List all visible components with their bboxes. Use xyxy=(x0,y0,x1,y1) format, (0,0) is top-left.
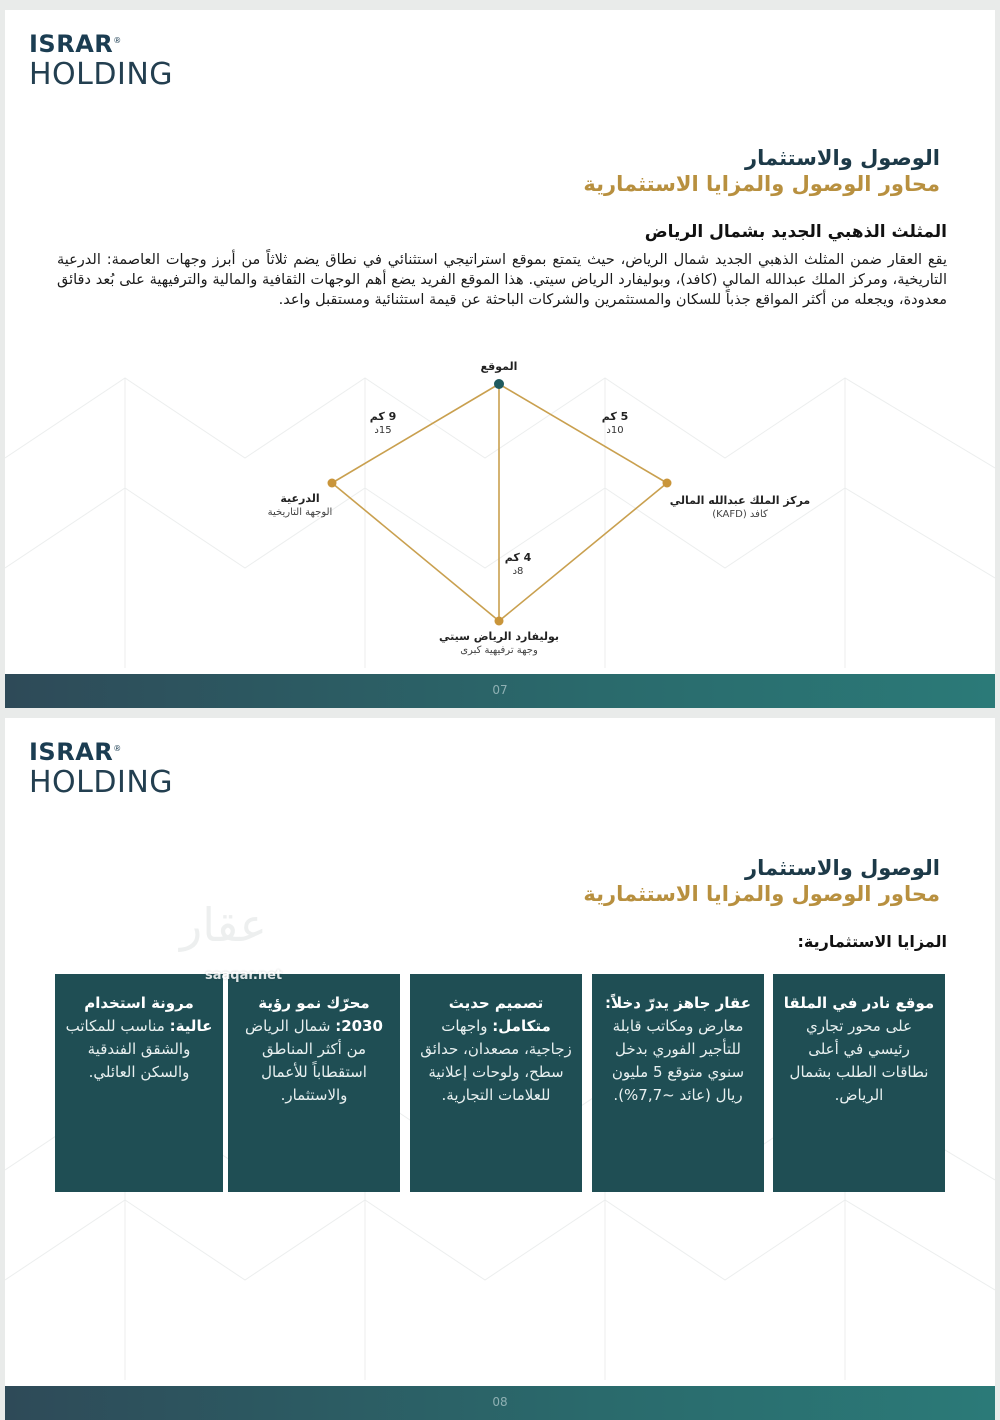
page-title: الوصول والاستثمار xyxy=(745,146,940,170)
node-label-site xyxy=(469,360,529,373)
body-paragraph: يقع العقار ضمن المثلث الذهبي الجديد شمال الرياض، حيث يتمتع بموقع استراتيجي استثنائي في نطاق يضم ثلاثاً من أبرز وجهات العاصمة: الدرعية التاريخية، ومركز الملك عبدالله المالي (كافد)، وبوليفارد الرياض سيتي. هذا الموقع الفريد يضع أهم الوجهات الثقافية والمالية والترفيهية على بُعد دقائق معدودة، ويجعله من أكثر المواقع جذباً للسكان والمستثمرين والشركات الباحثة عن قيمة استثنائية ومستقبل واعد. xyxy=(57,252,947,308)
company-logo xyxy=(29,740,173,798)
node-dot-boulevard xyxy=(495,617,504,626)
edge-time: 15د xyxy=(374,425,392,436)
benefit-card-4 xyxy=(228,974,400,1192)
card-text: شمال الرياض من أكثر المناطق استقطاباً للأعمال والاستثمار. xyxy=(245,1017,367,1104)
page-subtitle: محاور الوصول والمزايا الاستثمارية xyxy=(583,172,940,196)
registered-mark: ® xyxy=(113,744,122,753)
watermark-text: saaqar.net xyxy=(205,968,283,983)
benefit-card-2 xyxy=(592,974,764,1192)
benefits-cards xyxy=(55,974,945,1192)
edge-line-diriyah-boulevard xyxy=(332,483,499,621)
card-heading: موقع نادر في الملقا xyxy=(783,994,935,1012)
edge-distance: 9 كم xyxy=(369,410,397,423)
edge-distance: 5 كم xyxy=(601,410,629,423)
card-heading: محرّك نمو رؤية 2030: xyxy=(258,994,383,1035)
logo-text-holding: HOLDING xyxy=(29,57,174,92)
edge-label-site-boulevard xyxy=(490,551,546,577)
page-title-block xyxy=(583,856,940,906)
page-number: 07 xyxy=(492,683,508,697)
edge-label-site-kafd xyxy=(587,410,643,436)
watermark-logo-arabic: عقار xyxy=(180,898,267,952)
card-text: على محور تجاري رئيسي في أعلى نطاقات الطلب بشمال الرياض. xyxy=(789,1017,929,1104)
company-logo xyxy=(29,32,173,90)
node-sub-boulevard: وجهة ترفيهية كبرى xyxy=(460,645,538,656)
node-label-diriyah xyxy=(245,492,355,518)
card-text: واجهات زجاجية، مصعدان، حدائق سطح، ولوحات إعلانية للعلامات التجارية. xyxy=(420,1017,572,1104)
benefit-card-1 xyxy=(773,974,945,1192)
node-name-kafd: مركز الملك عبدالله المالي xyxy=(669,494,811,507)
node-dot-kafd xyxy=(663,479,672,488)
node-name-boulevard: بوليفارد الرياض سيتي xyxy=(438,630,560,643)
node-dot-diriyah xyxy=(328,479,337,488)
node-name-site: الموقع xyxy=(480,360,518,373)
card-heading: مرونة استخدام عالية: xyxy=(84,994,213,1035)
node-label-kafd xyxy=(655,494,825,520)
logo-text-israr: ISRAR xyxy=(29,738,114,766)
card-heading: تصميم حديث متكامل: xyxy=(448,994,551,1035)
section-heading: المثلث الذهبي الجديد بشمال الرياض xyxy=(644,222,947,242)
section-heading: المزايا الاستثمارية: xyxy=(797,932,947,951)
benefit-card-3 xyxy=(410,974,582,1192)
page-subtitle: محاور الوصول والمزايا الاستثمارية xyxy=(583,882,940,906)
logo-text-holding: HOLDING xyxy=(29,765,174,800)
edge-label-site-diriyah xyxy=(355,410,411,436)
benefit-card-5 xyxy=(55,974,223,1192)
node-name-diriyah: الدرعية xyxy=(280,492,320,505)
page-footer-bar xyxy=(5,674,995,708)
node-sub-diriyah: الوجهة التاريخية xyxy=(267,507,333,518)
registered-mark: ® xyxy=(113,36,122,45)
page-number: 08 xyxy=(492,1395,508,1409)
slide-page-08 xyxy=(5,718,995,1420)
card-text: معارض ومكاتب قابلة للتأجير الفوري بدخل سنوي متوقع 5 مليون ريال (عائد ~7,7%). xyxy=(611,1017,745,1104)
card-text: مناسب للمكاتب والشقق الفندقية والسكن العائلي. xyxy=(65,1017,191,1081)
edge-time: 10د xyxy=(606,425,624,436)
edge-time: 8د xyxy=(512,566,524,577)
node-dot-site xyxy=(494,379,504,389)
edge-distance: 4 كم xyxy=(504,551,532,564)
golden-triangle-diagram xyxy=(5,355,995,685)
page-footer-bar xyxy=(5,1386,995,1420)
logo-text-israr: ISRAR xyxy=(29,30,114,58)
page-title-block xyxy=(583,146,940,196)
node-label-boulevard xyxy=(419,630,579,656)
node-sub-kafd: كافد (KAFD) xyxy=(712,509,768,520)
slide-page-07 xyxy=(5,10,995,708)
card-heading: عقار جاهز يدرّ دخلاً: xyxy=(605,994,751,1012)
page-title: الوصول والاستثمار xyxy=(745,856,940,880)
